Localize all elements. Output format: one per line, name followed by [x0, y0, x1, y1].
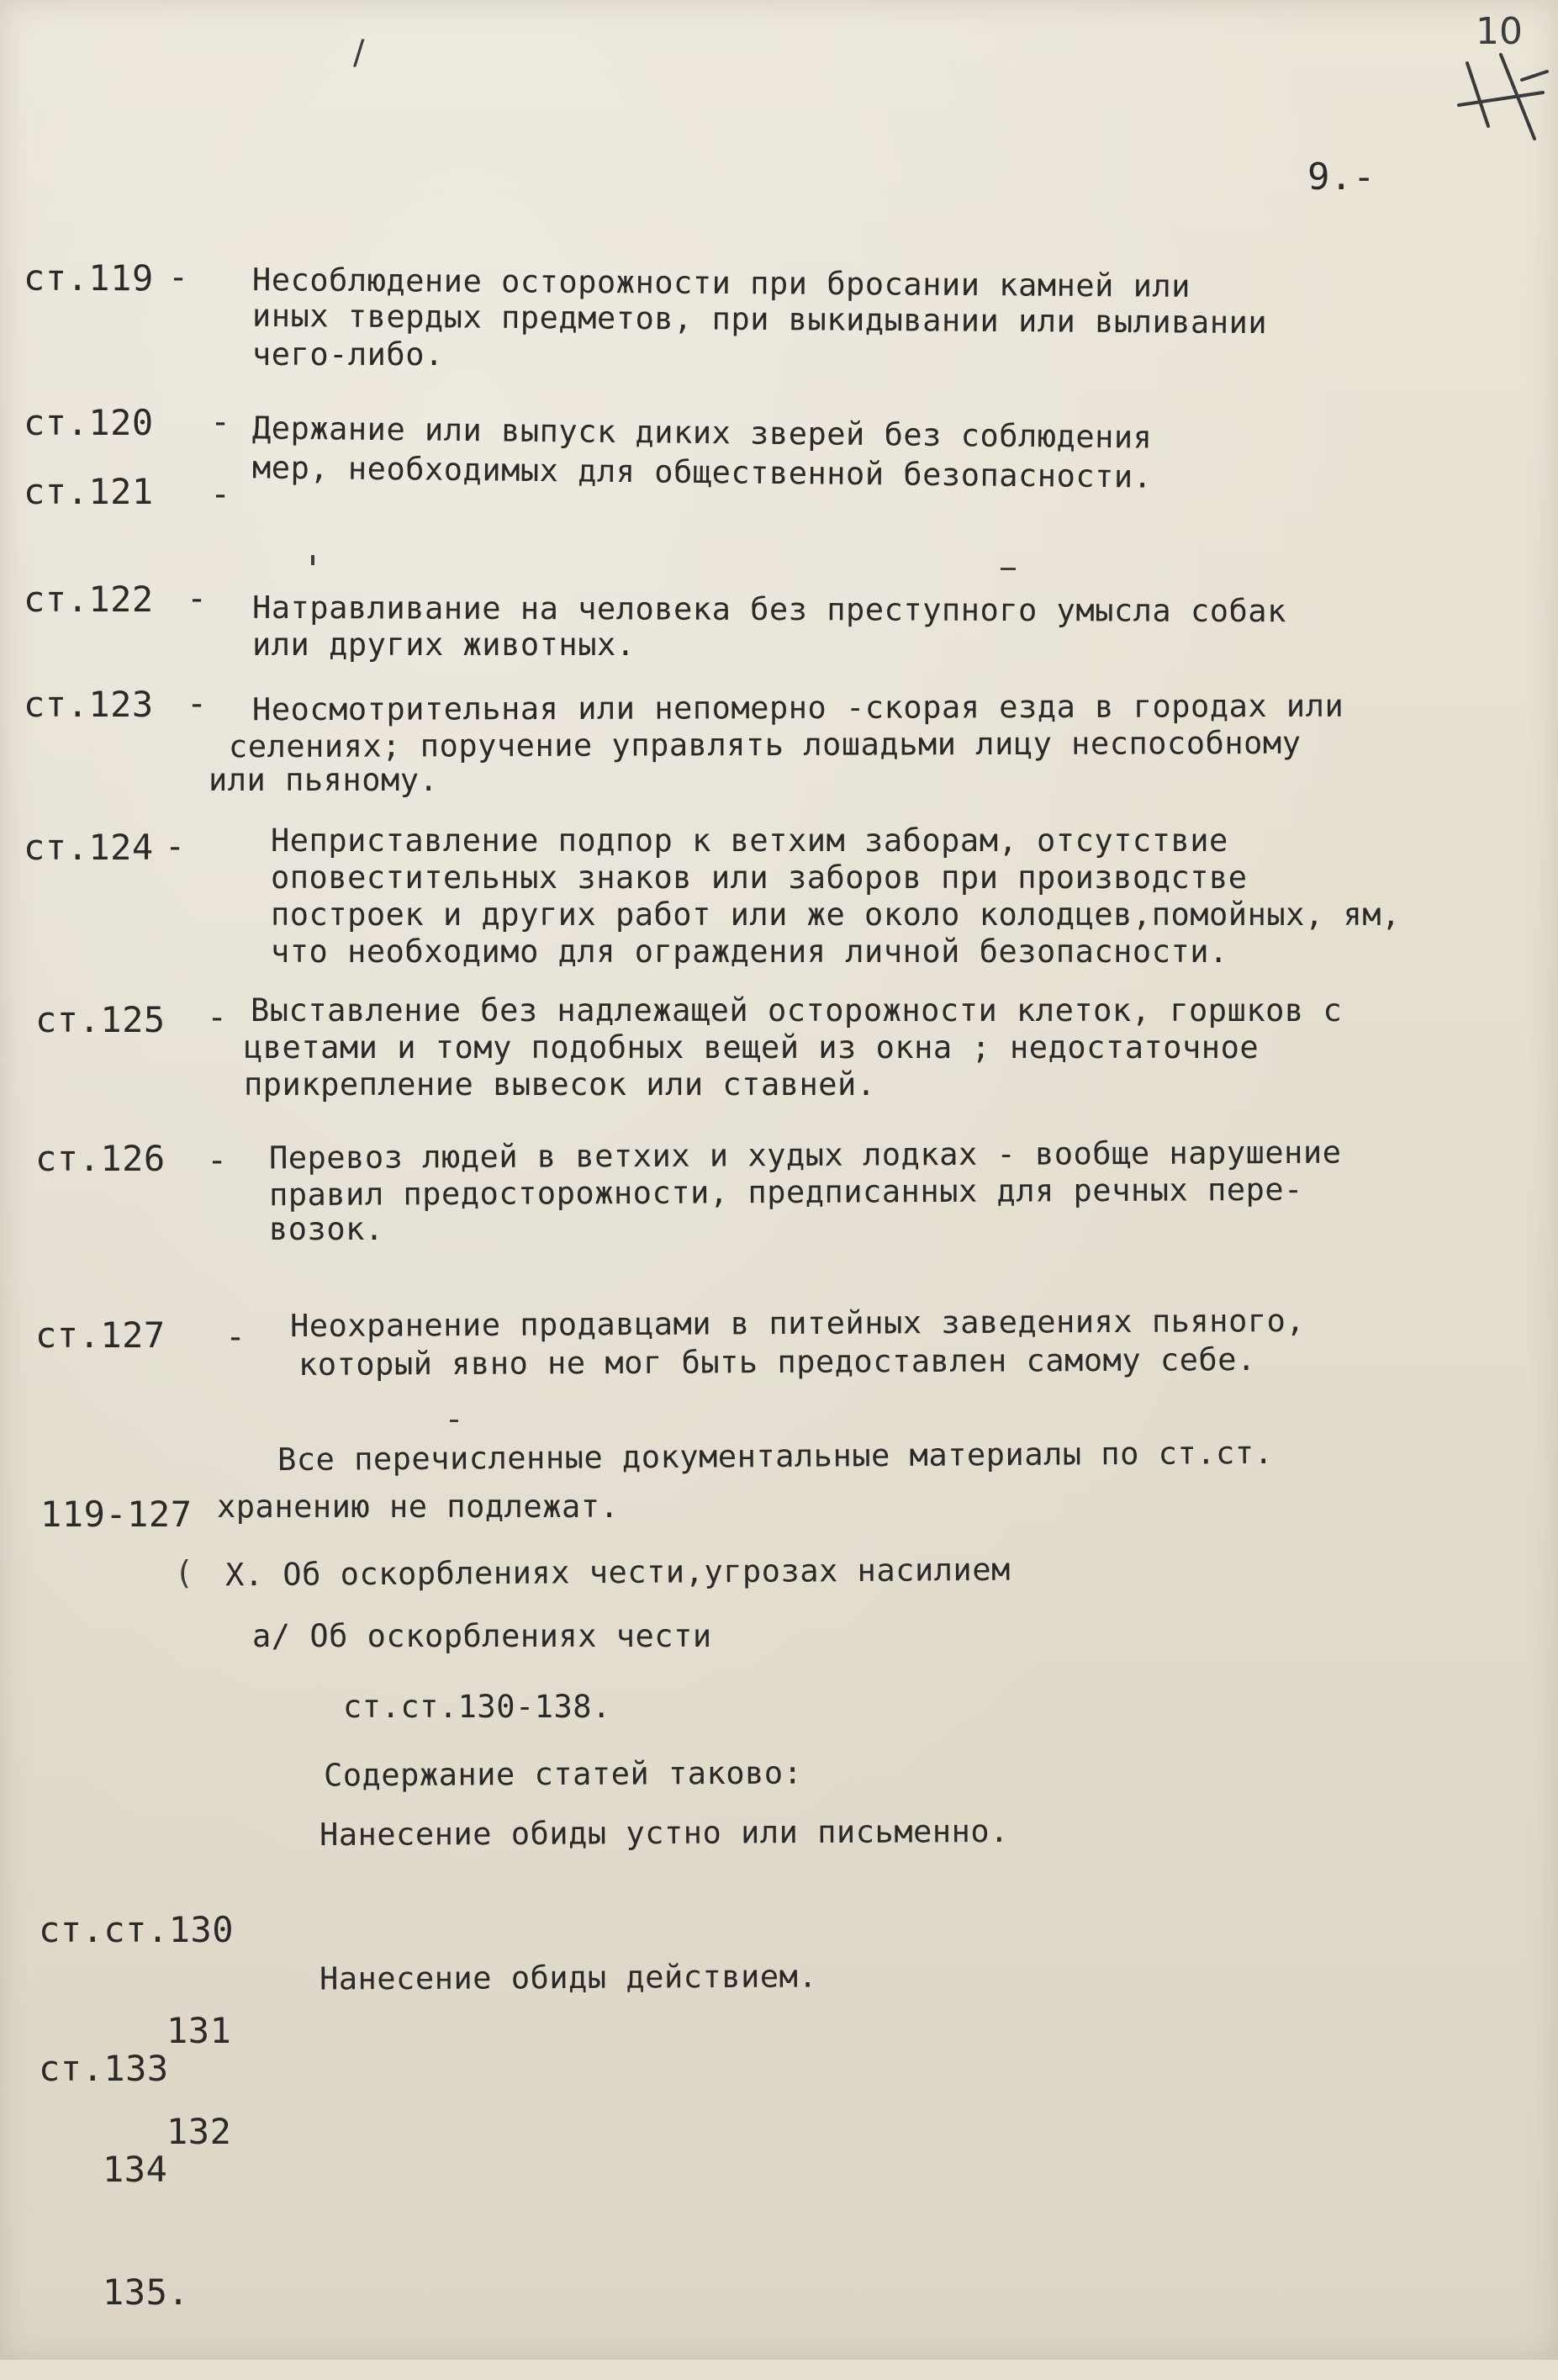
group-text-133-135: Нанесение обиды действием. [319, 1958, 818, 1997]
conclusion-line-2: хранению не подлежат. [217, 1489, 620, 1525]
article-text-124-line-2: оповестительных знаков или заборов при производстве [271, 859, 1248, 896]
conclusion-line-1: Все перечисленные документальные материалы по ст.ст. [277, 1434, 1274, 1478]
article-text-120-line-2: мер, необходимых для общественной безопасности. [251, 449, 1153, 495]
article-text-124-line-4: что необходимо для ограждения личной безопасности. [271, 933, 1228, 970]
article-text-125-line-2: цветами и тому подобных вещей из окна ; недостаточное [244, 1029, 1260, 1066]
page-number: 9.- [1307, 156, 1376, 198]
corner-strike-mark-icon [1442, 46, 1551, 147]
conclusion-range: 119-127 [40, 1494, 193, 1535]
article-label-121: ст.121 [24, 471, 154, 512]
article-dash-123: - [187, 685, 208, 723]
article-dash-120: - [210, 403, 231, 442]
article-text-122-line-1: Натравливание на человека без преступного умысла собак [251, 589, 1286, 630]
ink-speck [311, 555, 314, 565]
article-text-124-line-3: построек и других работ или же около колодцев,помойных, ям, [271, 896, 1401, 933]
article-label-125: ст.125 [35, 999, 166, 1040]
article-text-123-line-1: Неосмотрительная или непомерно -скорая езда в городах или [251, 687, 1344, 728]
article-text-124-line-1: Неприставление подпор к ветхим заборам, отсутствие [271, 822, 1228, 859]
article-text-125-line-1: Выставление без надлежащей осторожности клеток, горшков с [251, 992, 1343, 1029]
article-label-127: ст.127 [35, 1314, 166, 1356]
article-text-126-line-2: правил предосторожности, предписанных для речных пере- [268, 1171, 1304, 1214]
article-dash-121: - [210, 475, 231, 514]
ink-speck [1001, 568, 1016, 570]
group-label-134: 134 [103, 2149, 168, 2190]
stray-pen-mark: / [353, 34, 365, 72]
section-articles-range: ст.ст.130-138. [343, 1689, 611, 1725]
group-labels-133-135 [39, 1985, 189, 2377]
article-label-120: ст.120 [24, 402, 154, 443]
ink-speck [450, 1420, 458, 1422]
article-dash-124: - [165, 828, 186, 866]
article-text-125-line-3: прикрепление вывесок или ставней. [244, 1066, 876, 1103]
article-text-123-line-3: или пьяному. [209, 762, 439, 798]
article-dash-125: - [207, 998, 228, 1037]
article-label-124: ст.124 [24, 827, 154, 868]
corner-archive-number: 10 [1476, 10, 1523, 53]
article-text-120-line-1: Держание или выпуск диких зверей без соблюдения [251, 410, 1153, 456]
article-label-126: ст.126 [35, 1138, 166, 1179]
article-text-119-line-1: Несоблюдение осторожности при бросании камней или [251, 262, 1191, 304]
group-label-135: 135. [103, 2272, 190, 2313]
margin-bracket-mark: ( [178, 1554, 191, 1591]
section-title: Х. Об оскорблениях чести,угрозах насилием [224, 1551, 1011, 1594]
group-label-131: 131 [166, 2010, 232, 2051]
article-text-126-line-1: Перевоз людей в ветхих и худых лодках - вообще нарушение [268, 1134, 1342, 1177]
group-label-133: ст.133 [39, 2048, 169, 2089]
article-label-122: ст.122 [24, 579, 154, 620]
article-text-119-line-3: чего-либо. [252, 336, 444, 373]
group-label-130: ст.ст.130 [39, 1909, 235, 1950]
article-text-127-line-1: Неохранение продавцами в питейных заведениях пьяного, [289, 1302, 1306, 1345]
article-text-122-line-2: или других животных. [252, 627, 636, 663]
article-dash-119: - [168, 258, 189, 297]
section-intro: Содержание статей таково: [323, 1754, 803, 1794]
group-text-130-132: Нанесение обиды устно или письменно. [319, 1812, 1010, 1854]
section-subtitle: а/ Об оскорблениях чести [252, 1618, 712, 1654]
article-label-119: ст.119 [23, 257, 154, 299]
article-dash-126: - [207, 1141, 228, 1180]
article-dash-127: - [225, 1318, 246, 1357]
article-text-126-line-3: возок. [269, 1211, 384, 1247]
article-text-127-line-2: который явно не мог быть предоставлен самому себе. [298, 1341, 1256, 1383]
article-text-119-line-2: иных твердых предметов, при выкидывании или выливании [251, 297, 1268, 341]
article-dash-122: - [187, 579, 208, 618]
article-text-123-line-2: селениях; поручение управлять лошадьми лицу неспособному [228, 724, 1302, 765]
article-label-123: ст.123 [24, 684, 154, 725]
group-label-132: 132 [166, 2111, 232, 2152]
